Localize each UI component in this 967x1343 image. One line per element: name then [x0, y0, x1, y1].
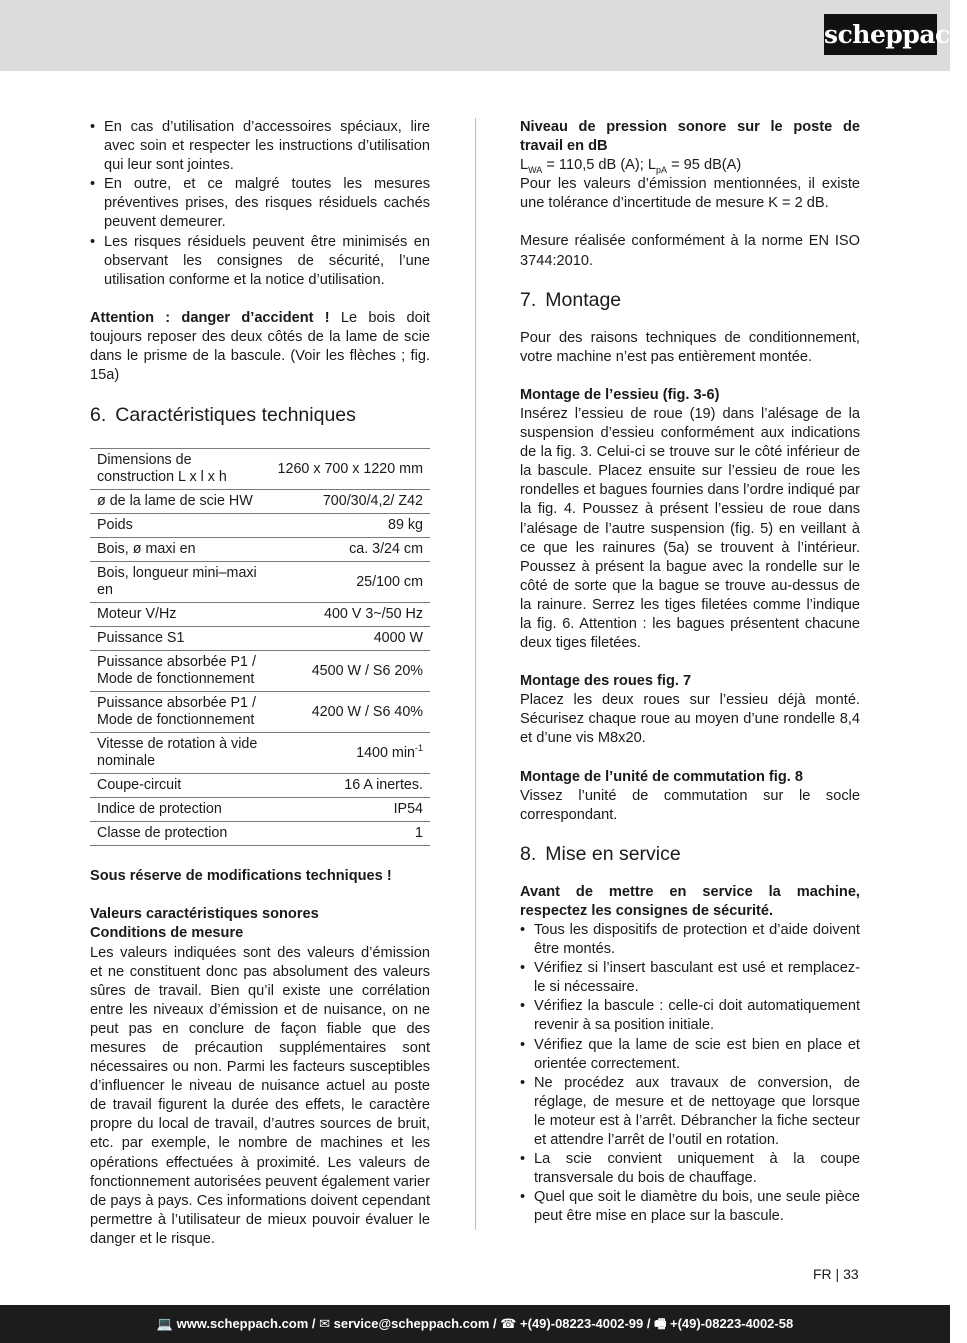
footer-contact-bar: 💻 www.scheppach.com / ✉ service@scheppach.com / ☎ +(49)-08223-4002-99 / 🖷 +(49)-08223-4002-58 — [0, 1305, 950, 1343]
table-row: Poids 89 kg — [90, 514, 430, 538]
noise-heading: Niveau de pression sonore sur le poste de travail en dB — [520, 119, 860, 155]
table-row: Puissance absorbée P1 / Mode de fonctionnement 4200 W / S6 40% — [90, 692, 430, 733]
noise-values: $L_{WA} = 110,5$ dB (A); $L_{pA} = 95$ dB(A) — [520, 157, 742, 176]
switch-heading: Montage de l’unité de commutation fig. 8 — [520, 768, 803, 785]
bullet-item: • Vérifiez que la lame de scie est bien en place et orientée correctement. — [520, 1036, 860, 1074]
section-7-heading: 7. Montage — [520, 288, 622, 311]
left-column — [90, 118, 430, 1249]
table-row: Puissance S1 4000 W — [90, 627, 430, 651]
table-row: Bois, ø maxi en ca. 3/24 cm — [90, 538, 430, 562]
table-row: Classe de protection 1 — [90, 822, 430, 846]
montage-intro: Pour des raisons techniques de conditionnement, votre machine n’est pas entièrement montée. — [520, 329, 860, 365]
table-row: Indice de protection IP54 — [90, 798, 430, 822]
service-bullets — [520, 921, 860, 1227]
table-row: ø de la lame de scie HW 700/30/4,2/ Z42 — [90, 490, 430, 514]
attention-paragraph — [90, 309, 430, 385]
bullet-item: • En outre, et ce malgré toutes les mesures préventives prises, des risques résiduels cachés peuvent demeurer. — [90, 175, 430, 232]
bullet-item: • Vérifiez si l’insert basculant est usé et remplacez-le si nécessaire. — [520, 959, 860, 997]
specs-table — [90, 448, 430, 846]
conditions-heading: Conditions de mesure — [90, 925, 244, 942]
table-row: Dimensions de construction L x l x h 1260 x 700 x 1220 mm — [90, 449, 430, 490]
bullet-item: • Ne procédez aux travaux de conversion, de réglage, de mesure et de nettoyage que lorsque le moteur est à l’arrêt. Débrancher la fiche secteur et attendre l’arrêt de l’outil en rotation. — [520, 1074, 860, 1150]
wheels-heading: Montage des roues fig. 7 — [520, 673, 692, 690]
noise-tolerance: Pour les valeurs d’émission mentionnées, il existe une tolérance d’incertitude de mesure K = 2 dB. — [520, 176, 860, 212]
section-8-heading: 8. Mise en service — [520, 842, 681, 865]
table-row: Vitesse de rotation à vide nominale 1400 $\min^{-1}$ — [90, 733, 430, 774]
table-row: Coupe-circuit 16 A inertes. — [90, 774, 430, 798]
bullet-item: • En cas d’utilisation d’accessoires spéciaux, lire avec soin et respecter les instructions d’utilisation qui leur sont jointes. — [90, 118, 430, 175]
wheels-paragraph: Placez les deux roues sur l’essieu déjà monté. Sécurisez chaque roue au moyen d’une rondelle 8,4 et d’une vis M8x20. — [520, 692, 860, 747]
table-row: Moteur V/Hz 400 V 3~/50 Hz — [90, 603, 430, 627]
safety-bullets — [90, 118, 430, 290]
scheppach-logo: scheppach — [824, 14, 937, 55]
bullet-item: • La scie convient uniquement à la coupe transversale du bois de chauffage. — [520, 1150, 860, 1188]
reserve-note: Sous réserve de modifications techniques ! — [90, 868, 392, 885]
section-6-heading: 6. Caractéristiques techniques — [90, 404, 356, 427]
right-column — [520, 118, 860, 1227]
sound-paragraph: Les valeurs indiquées sont des valeurs d’émission et ne constituent donc pas absolument des valeurs sûres de travail. Bien qu’il existe une corrélation entre les niveaux d’émission et de nuisance, on ne peut pas en conclure de façon fiable que des mesures de précaution supplémentaires sont nécessaires ou non. Parmi les facteurs susceptibles d’influencer le niveau de nuisance actuel au poste de travail figurent la durée des effets, le caractère propre du local de travail, d’autres sources de bruit, etc. par exemple, le nombre de machines et les opérations effectuées à proximité. Les valeurs de fonctionnement autorisées peuvent également varier de pays à pays. Ces informations doivent cependant permettre à l’utilisateur de mieux pouvoir évaluer le danger et le risque. — [90, 944, 430, 1247]
table-row: Puissance absorbée P1 / Mode de fonctionnement 4500 W / S6 20% — [90, 651, 430, 692]
switch-paragraph: Vissez l’unité de commutation sur le socle correspondant. — [520, 787, 860, 823]
sound-heading: Valeurs caractéristiques sonores — [90, 906, 319, 923]
bullet-item: • Vérifiez la bascule : celle-ci doit automatiquement revenir à sa position initiale. — [520, 997, 860, 1035]
axle-heading: Montage de l’essieu (fig. 3-6) — [520, 386, 720, 403]
table-row: Bois, longueur mini–maxi en 25/100 cm — [90, 562, 430, 603]
bullet-item: • Quel que soit le diamètre du bois, une seule pièce peut être mise en place sur la bascule. — [520, 1188, 860, 1226]
noise-norm: Mesure réalisée conformément à la norme EN ISO 3744:2010. — [520, 233, 860, 269]
page-number: FR | 33 — [813, 1266, 859, 1282]
bullet-item: • Les risques résiduels peuvent être minimisés en observant les consignes de sécurité, l’une utilisation conforme et la notice d’utilisation. — [90, 233, 430, 290]
column-divider — [475, 118, 476, 1230]
axle-paragraph: Insérez l’essieu de roue (19) dans l’alésage de la suspension d’essieu conformément aux indications de la fig. 3. Celui-ci se trouve sur le côté inférieur de la bascule. Placez ensuite sur l’essieu de roue les rondelles et bagues fournies dans l’ordre indiqué par la fig. 4. Poussez à présent l’essieu de roue dans l’alésage de l’autre suspension (fig. 5) en veillant à ce que les rainures (5a) se trouvent à l’intérieur. Poussez à présent la bague avec la rondelle sur le côté de sorte que la bague se trouve au-dessus de la rainure. Serrez les tiges filetées comme l’indique la fig. 6. Attention : les bagues présentent chacune deux tiges filetées. — [520, 405, 860, 652]
attention-label: Attention : danger d’accident ! — [90, 309, 330, 326]
service-intro: Avant de mettre en service la machine, respectez les consignes de sécurité. — [520, 883, 860, 919]
attention-text: Le bois doit toujours reposer des deux côtés de la lame de scie dans le prisme de la bascule. (Voir les flèches ; fig. 15a) — [90, 309, 430, 384]
bullet-item: • Tous les dispositifs de protection et d’aide doivent être montés. — [520, 921, 860, 959]
header-bar — [0, 0, 967, 71]
